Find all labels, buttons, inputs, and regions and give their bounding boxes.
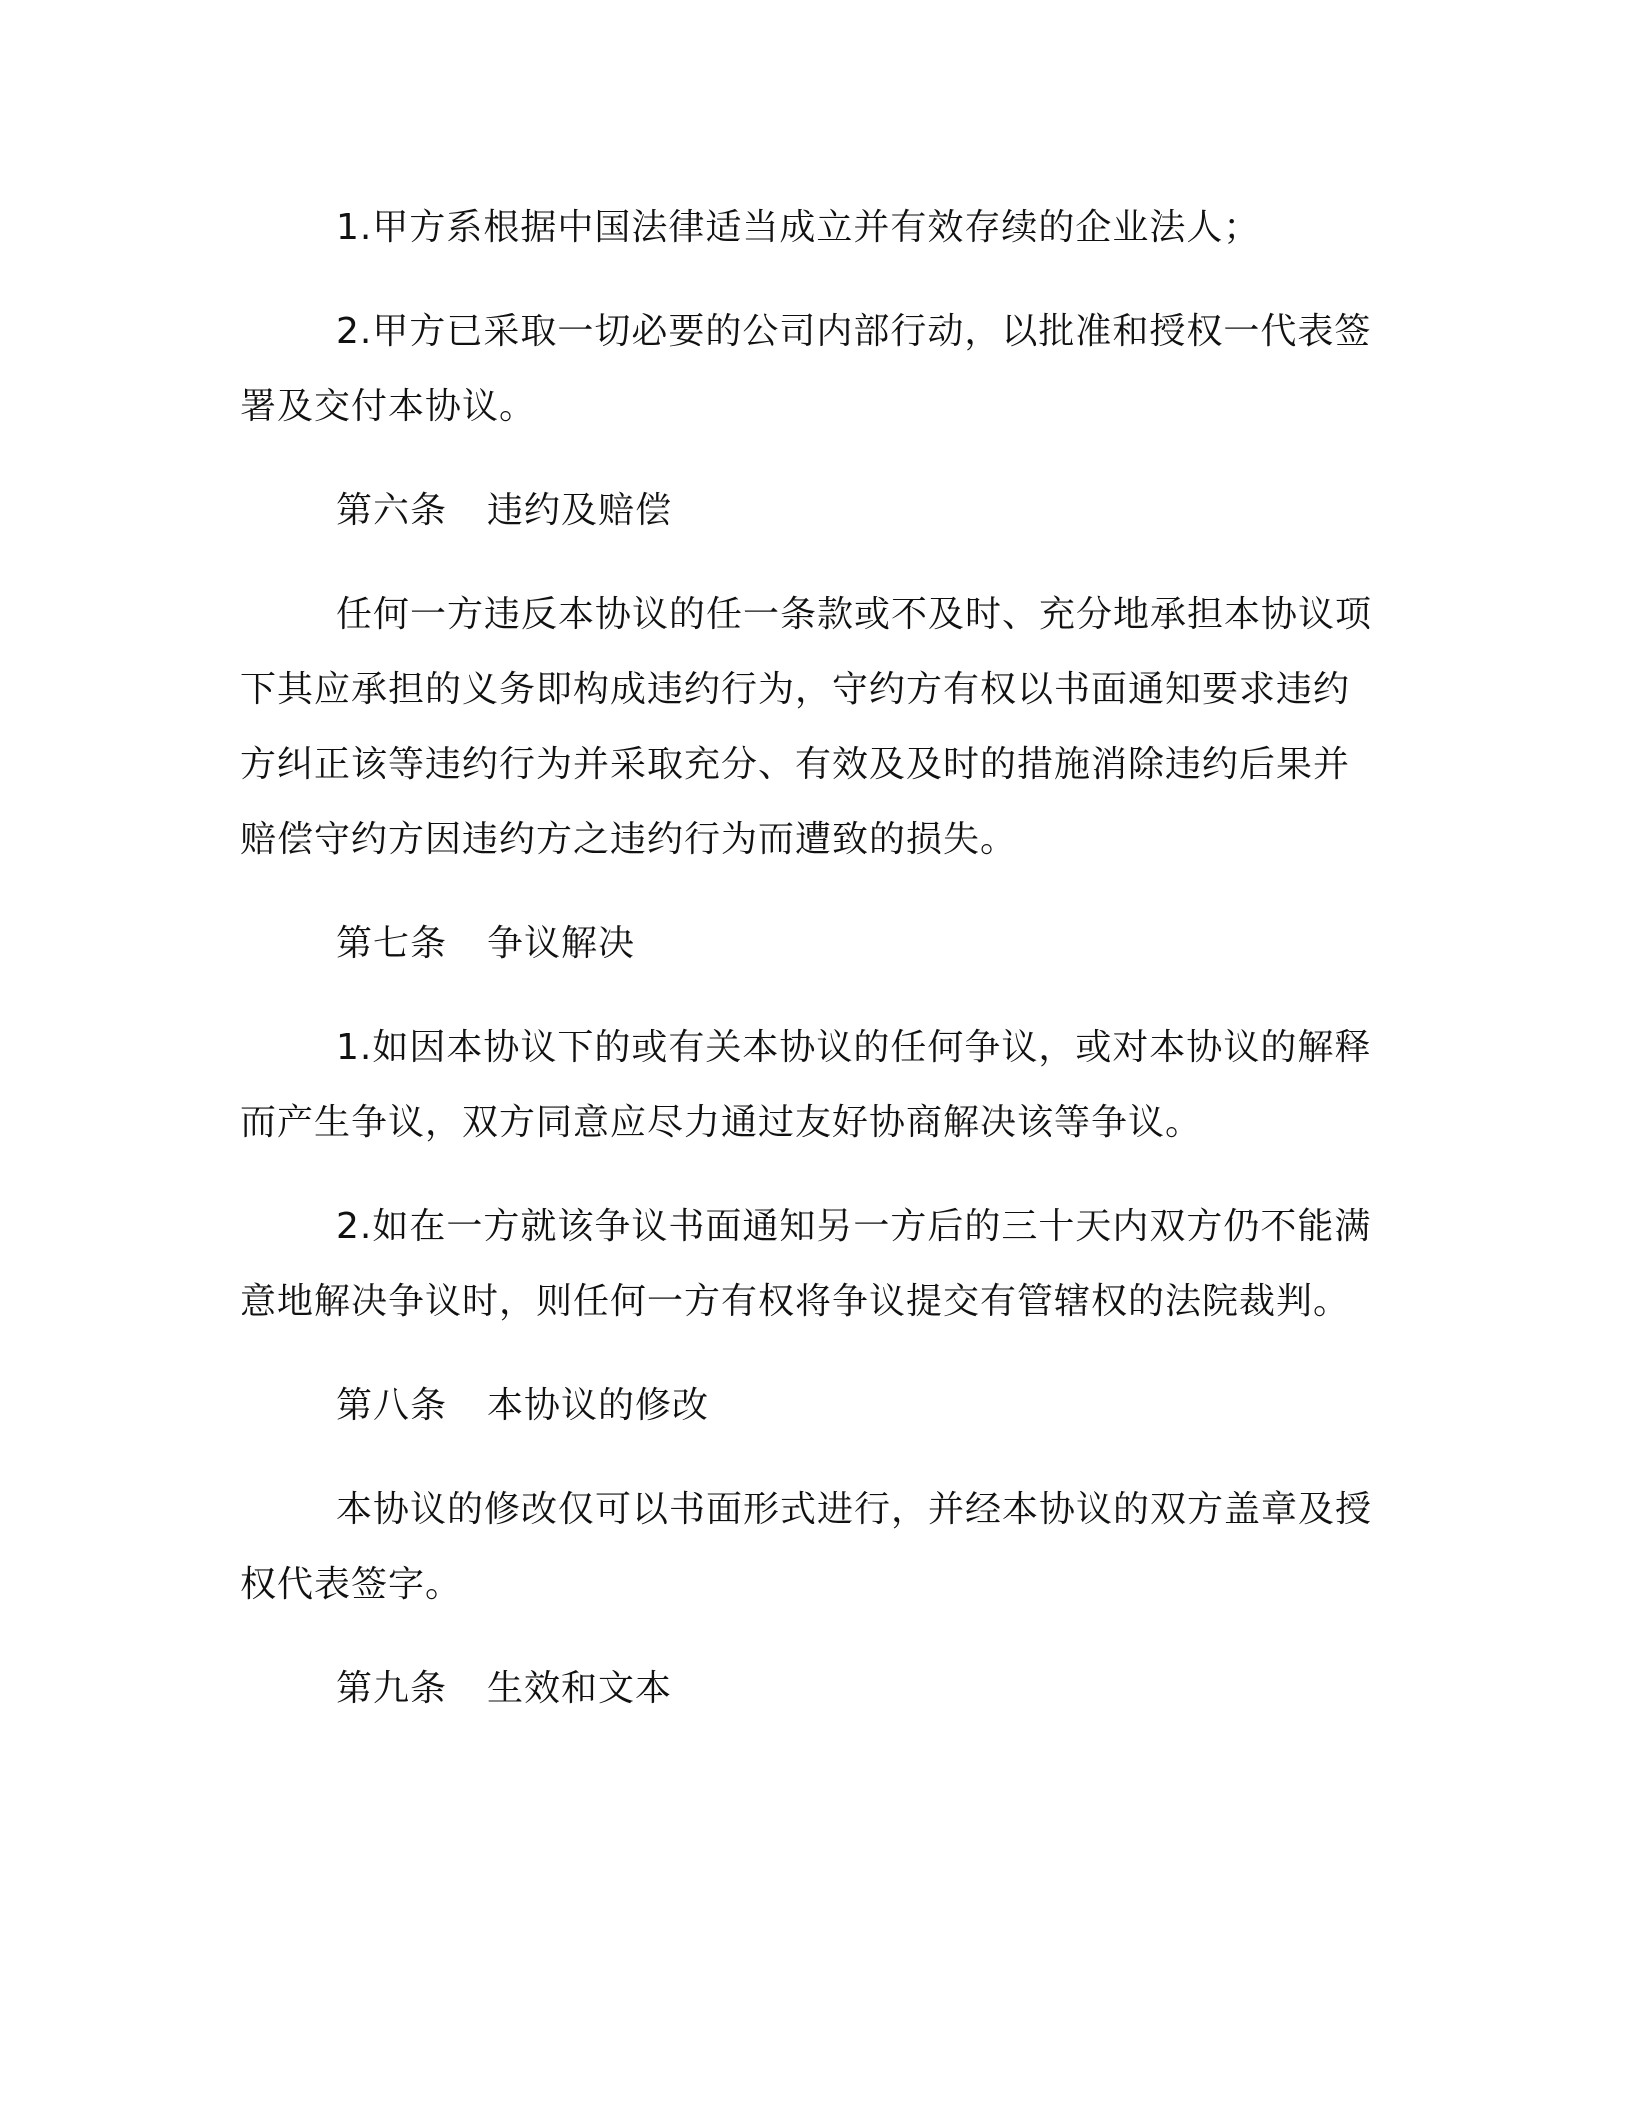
clause5-item-2: 2.甲方已采取一切必要的公司内部行动，以批准和授权一代表签署及交付本协议。 xyxy=(240,311,1372,427)
article-7-number: 第七条 xyxy=(336,923,448,964)
clause5-item-1: 1.甲方系根据中国法律适当成立并有效存续的企业法人； xyxy=(336,207,1261,248)
article-9-heading xyxy=(240,1651,1380,1726)
document-body xyxy=(240,190,1380,1755)
article-7-title: 争议解决 xyxy=(487,923,636,964)
article-8-heading xyxy=(240,1368,1380,1443)
article-8-number: 第八条 xyxy=(336,1385,448,1426)
article-7-item-2: 2.如在一方就该争议书面通知另一方后的三十天内双方仍不能满意地解决争议时，则任何一方有权将争议提交有管辖权的法院裁判。 xyxy=(240,1206,1372,1322)
article-6-title: 违约及赔偿 xyxy=(487,490,673,531)
article-7-item-1: 1.如因本协议下的或有关本协议的任何争议，或对本协议的解释而产生争议，双方同意应尽力通过友好协商解决该等争议。 xyxy=(240,1027,1372,1143)
article-9-title: 生效和文本 xyxy=(487,1668,673,1709)
article-8-title: 本协议的修改 xyxy=(487,1385,710,1426)
article-6-number: 第六条 xyxy=(336,490,448,531)
article-6-heading xyxy=(240,473,1380,548)
article-6-body: 任何一方违反本协议的任一条款或不及时、充分地承担本协议项下其应承担的义务即构成违约行为，守约方有权以书面通知要求违约方纠正该等违约行为并采取充分、有效及及时的措施消除违约后果并赔偿守约方因违约方之违约行为而遭致的损失。 xyxy=(240,594,1373,860)
article-9-number: 第九条 xyxy=(336,1668,448,1709)
article-8-body: 本协议的修改仅可以书面形式进行，并经本协议的双方盖章及授权代表签字。 xyxy=(240,1489,1373,1605)
article-7-heading xyxy=(240,906,1380,981)
